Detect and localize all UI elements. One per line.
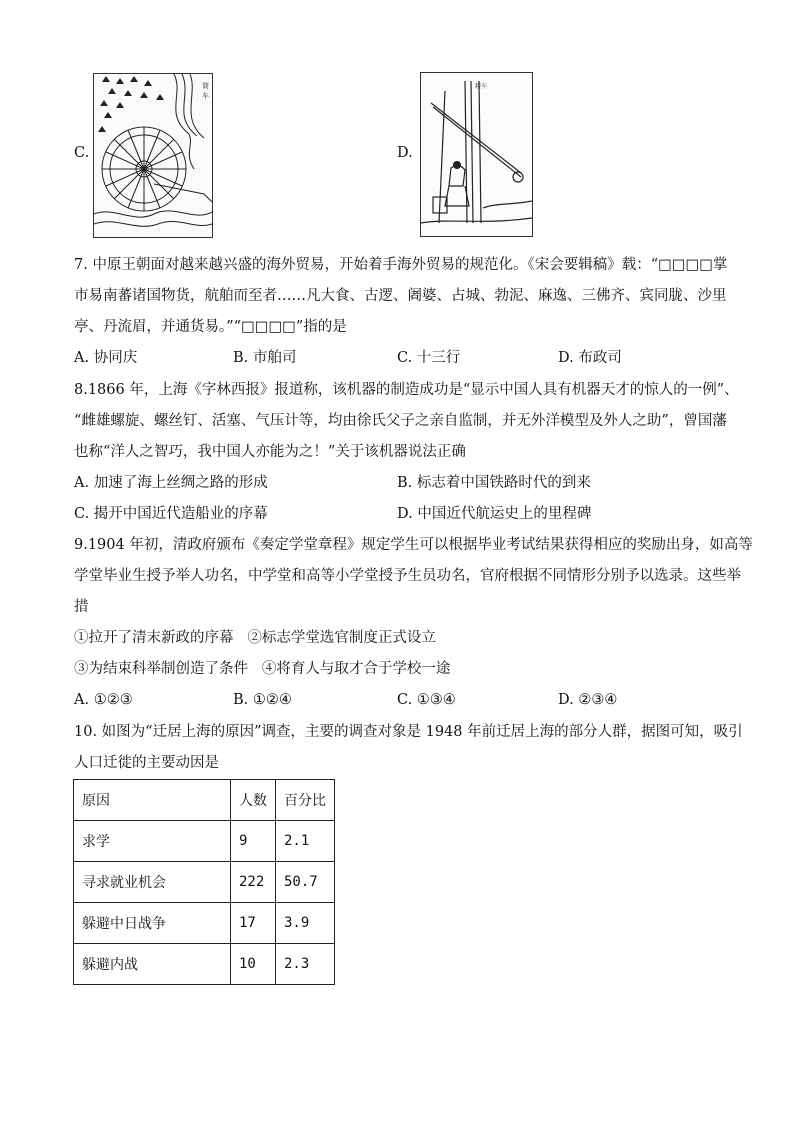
table-cell-count: 9 — [231, 821, 276, 862]
q6-option-c-label: C. — [74, 145, 90, 161]
q8-text-line-2: “雌雄螺旋、螺丝钉、活塞、气压计等，均由徐氏父子之亲自监制，并无外洋模型及外人之助”，曾国藩 — [74, 413, 727, 429]
q7-text-line-3: 亭、丹流眉，并通货易。”“□□□□”指的是 — [74, 319, 347, 335]
q8-option-a: A. 加速了海上丝绸之路的形成 — [74, 475, 268, 491]
table-row — [74, 903, 335, 944]
q7-option-a: A. 协同庆 — [74, 350, 138, 366]
table-cell-percent: 2.3 — [276, 944, 335, 985]
q9-option-a: A. ①②③ — [74, 692, 133, 708]
q10-text-line-1: 10. 如图为“迁居上海的原因”调查，主要的调查对象是 1948 年前迁居上海的部分人群，据图可知，吸引 — [74, 724, 743, 740]
table-cell-reason: 寻求就业机会 — [74, 862, 231, 903]
q6-option-d-image — [420, 72, 533, 237]
q9-statements-line-2: ③为结束科举制创造了条件 ④将育人与取才合于学校一途 — [74, 661, 451, 677]
q8-option-c: C. 揭开中国近代造船业的序幕 — [74, 506, 268, 522]
q7-option-c: C. 十三行 — [397, 350, 461, 366]
table-cell-percent: 50.7 — [276, 862, 335, 903]
q7-option-d: D. 布政司 — [558, 350, 622, 366]
svg-text:筒: 筒 — [202, 82, 209, 90]
q9-option-d: D. ②③④ — [558, 692, 618, 708]
table-row — [74, 821, 335, 862]
table-header-cell: 百分比 — [276, 780, 335, 821]
q9-text-line-3: 措 — [74, 599, 89, 615]
q7-text-line-1: 7. 中原王朝面对越来越兴盛的海外贸易，开始着手海外贸易的规范化。《宋会要辑稿》载：“□□□□掌 — [74, 257, 728, 273]
q9-text-line-2: 学堂毕业生授予举人功名，中学堂和高等小学堂授予生员功名，官府根据不同情形分别予以选录。这些举 — [74, 568, 741, 584]
well-sweep-illustration — [421, 73, 532, 236]
table-cell-reason: 求学 — [74, 821, 231, 862]
q9-option-c: C. ①③④ — [397, 692, 456, 708]
waterwheel-illustration — [94, 74, 212, 237]
table-cell-count: 17 — [231, 903, 276, 944]
table-cell-count: 10 — [231, 944, 276, 985]
q10-text-line-2: 人口迁徙的主要动因是 — [74, 755, 219, 771]
table-row — [74, 862, 335, 903]
q9-text-line-1: 9.1904 年初，清政府颁布《奏定学堂章程》规定学生可以根据毕业考试结果获得相应的奖励出身，如高等 — [74, 537, 753, 553]
svg-text:车: 车 — [202, 92, 209, 100]
q8-option-d: D. 中国近代航运史上的里程碑 — [397, 506, 592, 522]
table-cell-percent: 2.1 — [276, 821, 335, 862]
table-header-row — [74, 780, 335, 821]
table-cell-reason: 躲避内战 — [74, 944, 231, 985]
q9-option-b: B. ①②④ — [233, 692, 292, 708]
table-cell-percent: 3.9 — [276, 903, 335, 944]
q6-option-d-caption: 耧车 — [475, 83, 488, 90]
q8-option-b: B. 标志着中国铁路时代的到来 — [397, 475, 591, 491]
q8-text-line-1: 8.1866 年，上海《字林西报》报道称，该机器的制造成功是“显示中国人具有机器天才的惊人的一例”、 — [74, 382, 739, 398]
q6-option-d-label: D. — [397, 145, 413, 161]
table-cell-count: 222 — [231, 862, 276, 903]
q7-option-b: B. 市舶司 — [233, 350, 297, 366]
q9-statements-line-1: ①拉开了清末新政的序幕 ②标志学堂选官制度正式设立 — [74, 630, 436, 646]
table-header-cell: 原因 — [74, 780, 231, 821]
migration-reasons-table — [73, 779, 335, 985]
q7-text-line-2: 市易南蕃诸国物货，航舶而至者……凡大食、古逻、阇婆、占城、勃泥、麻逸、三佛齐、宾同胧、沙里 — [74, 288, 727, 304]
q8-text-line-3: 也称“洋人之智巧，我中国人亦能为之！”关于该机器说法正确 — [74, 444, 466, 460]
table-header-cell: 人数 — [231, 780, 276, 821]
table-row — [74, 944, 335, 985]
q6-option-c-image — [93, 73, 213, 238]
table-cell-reason: 躲避中日战争 — [74, 903, 231, 944]
